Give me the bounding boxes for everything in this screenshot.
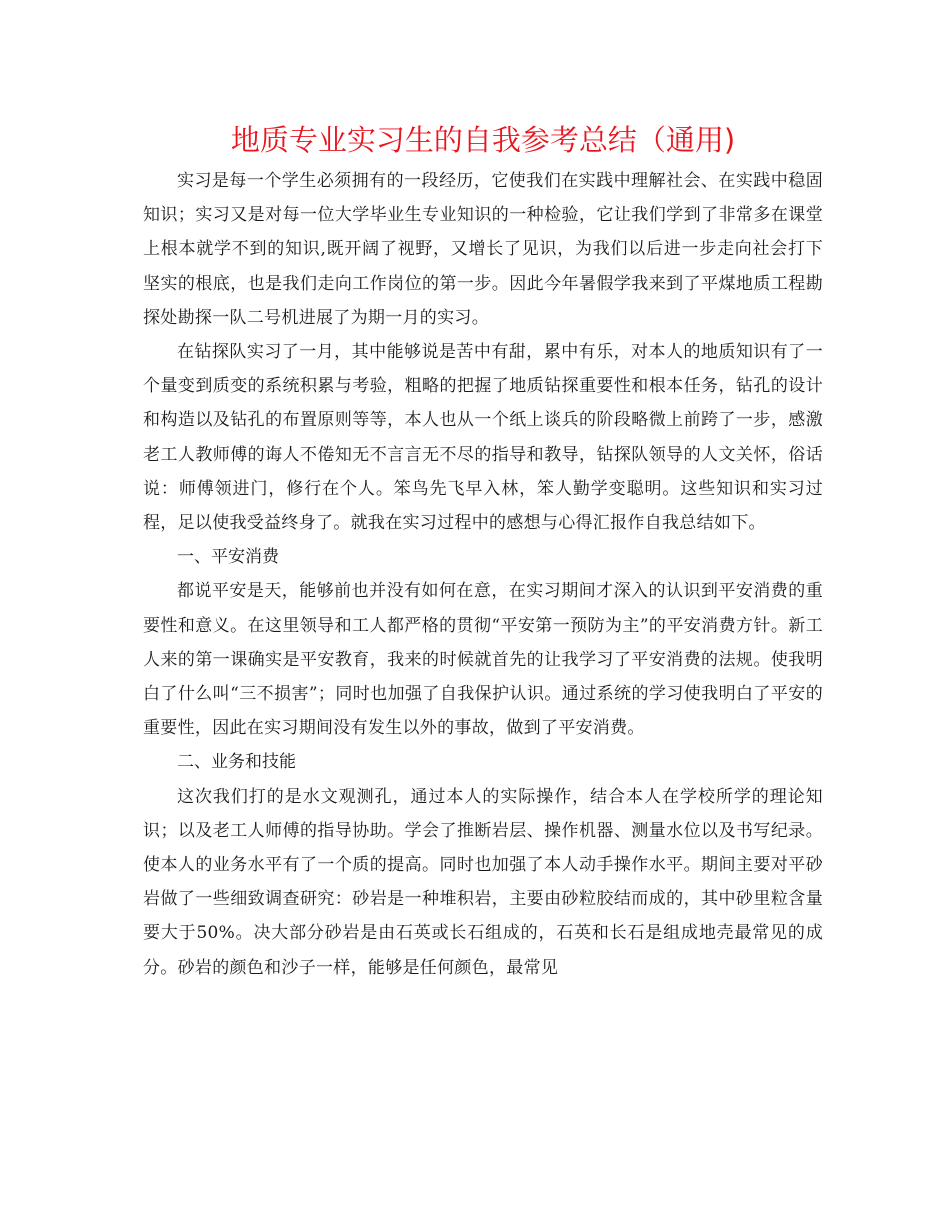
section-heading-safety: 一、平安消费 [177,547,279,568]
section-body-skills: 这次我们打的是水文观测孔，通过本人的实际操作，结合本人在学校所学的理论知识；以及老工人师傅的指导协助。学会了推断岩层、操作机器、测量水位以及书写纪录。使本人的业务水平有了一个质的提高。同时也加强了本人动手操作水平。期间主要对平砂岩做了一些细致调查研究：砂岩是一种堆积岩，主要由砂粒胶结而成的，其中砂里粒含量要大于50%。决大部分砂岩是由石英或长石组成的，石英和长石是组成地壳最常见的成分。砂岩的颜色和沙子一样，能够是任何颜色，最常见 [143,786,823,978]
document-title: 地质专业实习生的自我参考总结（通用) [230,123,736,157]
section-body-safety: 都说平安是天，能够前也并没有如何在意，在实习期间才深入的认识到平安消费的重要性和意义。在这里领导和工人都严格的贯彻“平安第一预防为主”的平安消费方针。新工人来的第一课确实是平安教育，我来的时候就首先的让我学习了平安消费的法规。使我明白了什么叫“三不损害”；同时也加强了自我保护认识。通过系统的学习使我明白了平安的重要性，因此在实习期间没有发生以外的事故，做到了平安消费。 [143,581,823,739]
section-heading-skills: 二、业务和技能 [177,752,296,773]
document-page [143,120,823,985]
intro-paragraph: 实习是每一个学生必须拥有的一段经历，它使我们在实践中理解社会、在实践中稳固知识；实习又是对每一位大学毕业生专业知识的一种检验，它让我们学到了非常多在课堂上根本就学不到的知识,既开阔了视野，又增长了见识，为我们以后进一步走向社会打下坚实的根底，也是我们走向工作岗位的第一步。因此今年暑假学我来到了平煤地质工程勘探处勘探一队二号机进展了为期一月的实习。 [143,171,823,328]
body-paragraph: 在钻探队实习了一月，其中能够说是苦中有甜，累中有乐，对本人的地质知识有了一个量变到质变的系统积累与考验，粗略的把握了地质钻探重要性和根本任务，钻孔的设计和构造以及钻孔的布置原则等等，本人也从一个纸上谈兵的阶段略微上前跨了一步，感激老工人教师傅的诲人不倦知无不言言无不尽的指导和教导，钻探队领导的人文关怀，俗话说：师傅领进门，修行在个人。笨鸟先飞早入林，笨人勤学变聪明。这些知识和实习过程，足以使我受益终身了。就我在实习过程中的感想与心得汇报作自我总结如下。 [143,342,823,534]
